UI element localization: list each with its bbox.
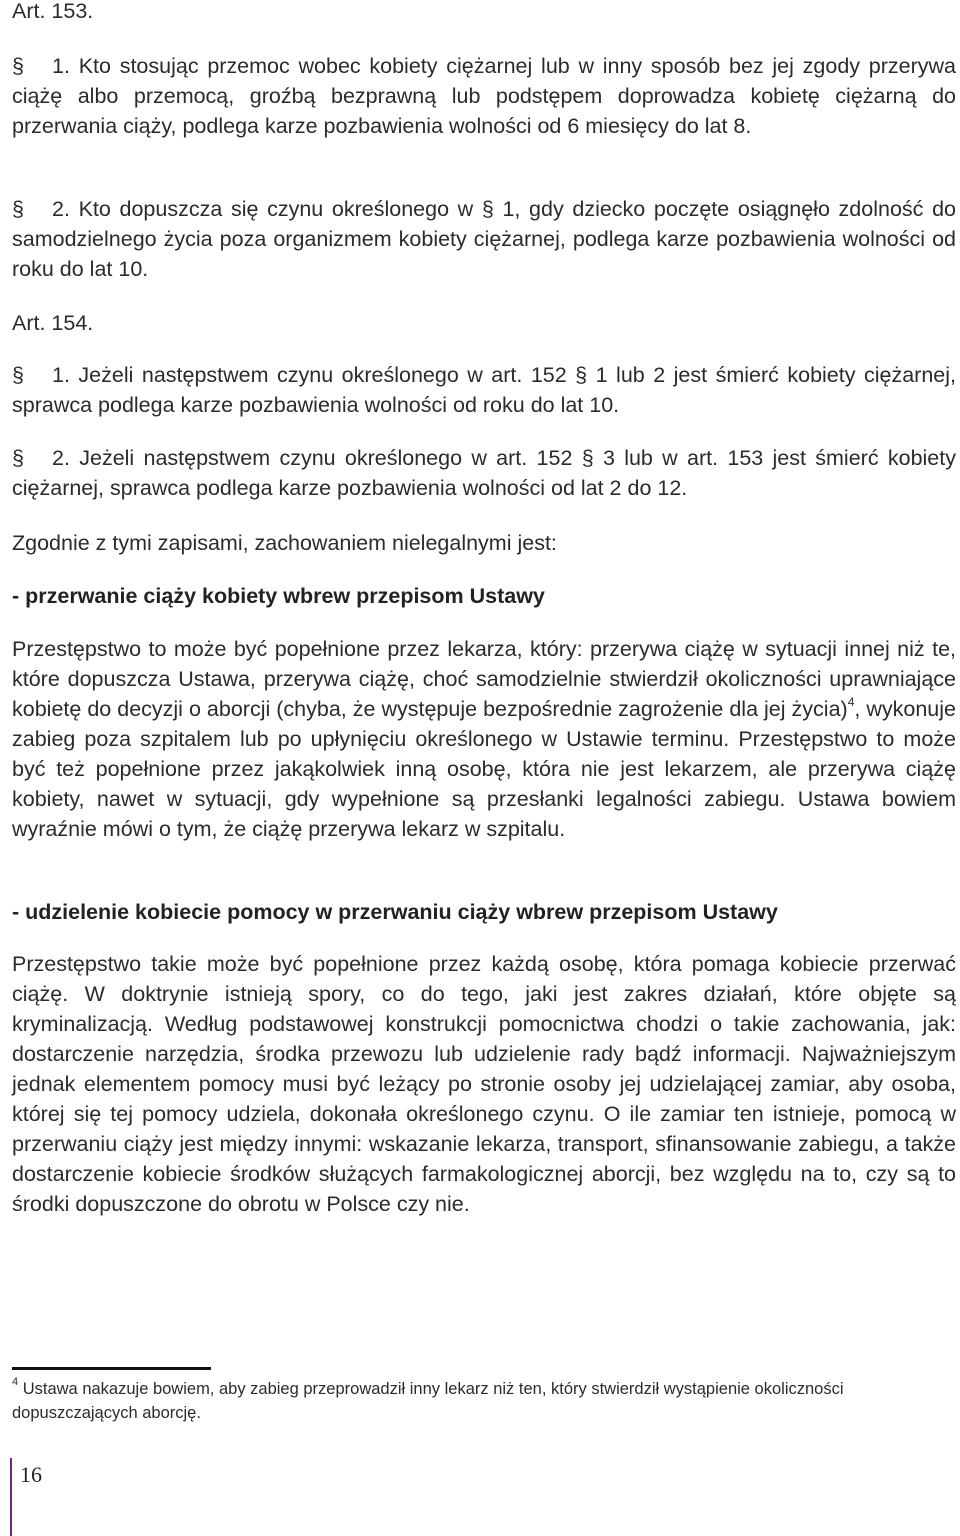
footnote-text: Ustawa nakazuje bowiem, aby zabieg przeprowadził inny lekarz niż ten, który stwierdził wystąpienie okoliczności dopuszczających aborcję. bbox=[12, 1380, 844, 1422]
page-number: 16 bbox=[20, 1462, 42, 1487]
page-number-accent-bar bbox=[10, 1458, 12, 1536]
section-sign: § bbox=[12, 54, 24, 78]
section-sign: § bbox=[12, 363, 24, 387]
section-1-heading: - przerwanie ciąży kobiety wbrew przepisom Ustawy bbox=[12, 584, 545, 608]
intro-text: Zgodnie z tymi zapisami, zachowaniem nielegalnymi jest: bbox=[12, 531, 557, 555]
section-2-text: Przestępstwo takie może być popełnione przez każdą osobę, która pomaga kobiecie przerwać ciążę. W doktrynie istnieją spory, co do tego, jaki jest zakres działań, które objęte są kryminalizacją. Według podstawowej konstrukcji pomocnictwa chodzi o takie zachowania, jak: dostarczenie narzędzia, środka przewozu lub udzielenie rady bądź informacji. Najważniejszym jednak elementem pomocy musi być leżący po stronie osoby jej udzielającej zamiar, aby osoba, której się tej pomocy udziela, dokonała określonego czynu. O ile zamiar ten istnieje, pomocą w przerwaniu ciąży jest między innymi: wskazanie lekarza, transport, sfinansowanie zabiegu, a także dostarczenie kobiecie środków służących farmakologicznej aborcji, bez względu na to, czy są to środki dopuszczone do obrotu w Polsce czy nie. bbox=[12, 952, 956, 1216]
paragraph-text: Jeżeli następstwem czynu określonego w art. 152 § 1 lub 2 jest śmierć kobiety ciężarnej, sprawca podlega karze pozbawienia wolności od roku do lat 10. bbox=[12, 363, 956, 417]
paragraph-text: Kto stosując przemoc wobec kobiety ciężarnej lub w inny sposób bez jej zgody przerywa ciążę albo przemocą, groźbą bezprawną lub podstępem doprowadza kobietę ciężarną do przerwania ciąży, podlega karze pozbawienia wolności od 6 miesięcy do lat 8. bbox=[12, 54, 956, 138]
art-154-paragraph-1 bbox=[12, 360, 956, 420]
paragraph-text: Kto dopuszcza się czynu określonego w § 1, gdy dziecko poczęte osiągnęło zdolność do samodzielnego życia poza organizmem kobiety ciężarnej, podlega karze pozbawienia wolności od roku do lat 10. bbox=[12, 197, 956, 281]
paragraph-number: 2. bbox=[52, 446, 70, 470]
art-153-heading: Art. 153. bbox=[12, 0, 94, 23]
art-154-heading: Art. 154. bbox=[12, 311, 94, 335]
paragraph-text: Jeżeli następstwem czynu określonego w art. 152 § 3 lub w art. 153 jest śmierć kobiety ciężarnej, sprawca podlega karze pozbawienia wolności od lat 2 do 12. bbox=[12, 446, 956, 500]
section-1-text: Przestępstwo to może być popełnione przez lekarza, który: przerywa ciążę w sytuacji innej niż te, które dopuszcza Ustawa, przerywa ciążę, choć samodzielnie stwierdził okoliczności uprawniające kobietę do decyzji o aborcji (chyba, że występuje bezpośrednie zagrożenie dla jej życia)$^4$, wykonuje zabieg poza szpitalem lub po upłynięciu określonego w Ustawie terminu. Przestępstwo to może być też popełnione przez jakąkolwiek inną osobę, która nie jest lekarzem, ale przerywa ciążę kobiety, nawet w sytuacji, gdy wypełnione są przesłanki legalności zabiegu. Ustawa bowiem wyraźnie mówi o tym, że ciążę przerywa lekarz w szpitalu. bbox=[12, 637, 956, 841]
art-153-paragraph-2 bbox=[12, 194, 956, 284]
paragraph-number: 1. bbox=[52, 363, 70, 387]
footnote bbox=[12, 1377, 956, 1425]
art-154-paragraph-2 bbox=[12, 443, 956, 503]
footnote-divider bbox=[12, 1367, 211, 1370]
footnote-number: 4 bbox=[12, 1375, 19, 1388]
paragraph-number: 2. bbox=[52, 197, 70, 221]
footnote-reference[interactable]: 4 bbox=[847, 694, 855, 709]
art-153-paragraph-1 bbox=[12, 51, 956, 141]
paragraph-number: 1. bbox=[52, 54, 70, 78]
section-sign: § bbox=[12, 446, 24, 470]
section-2-heading: - udzielenie kobiecie pomocy w przerwaniu ciąży wbrew przepisom Ustawy bbox=[12, 900, 778, 924]
section-sign: § bbox=[12, 197, 24, 221]
